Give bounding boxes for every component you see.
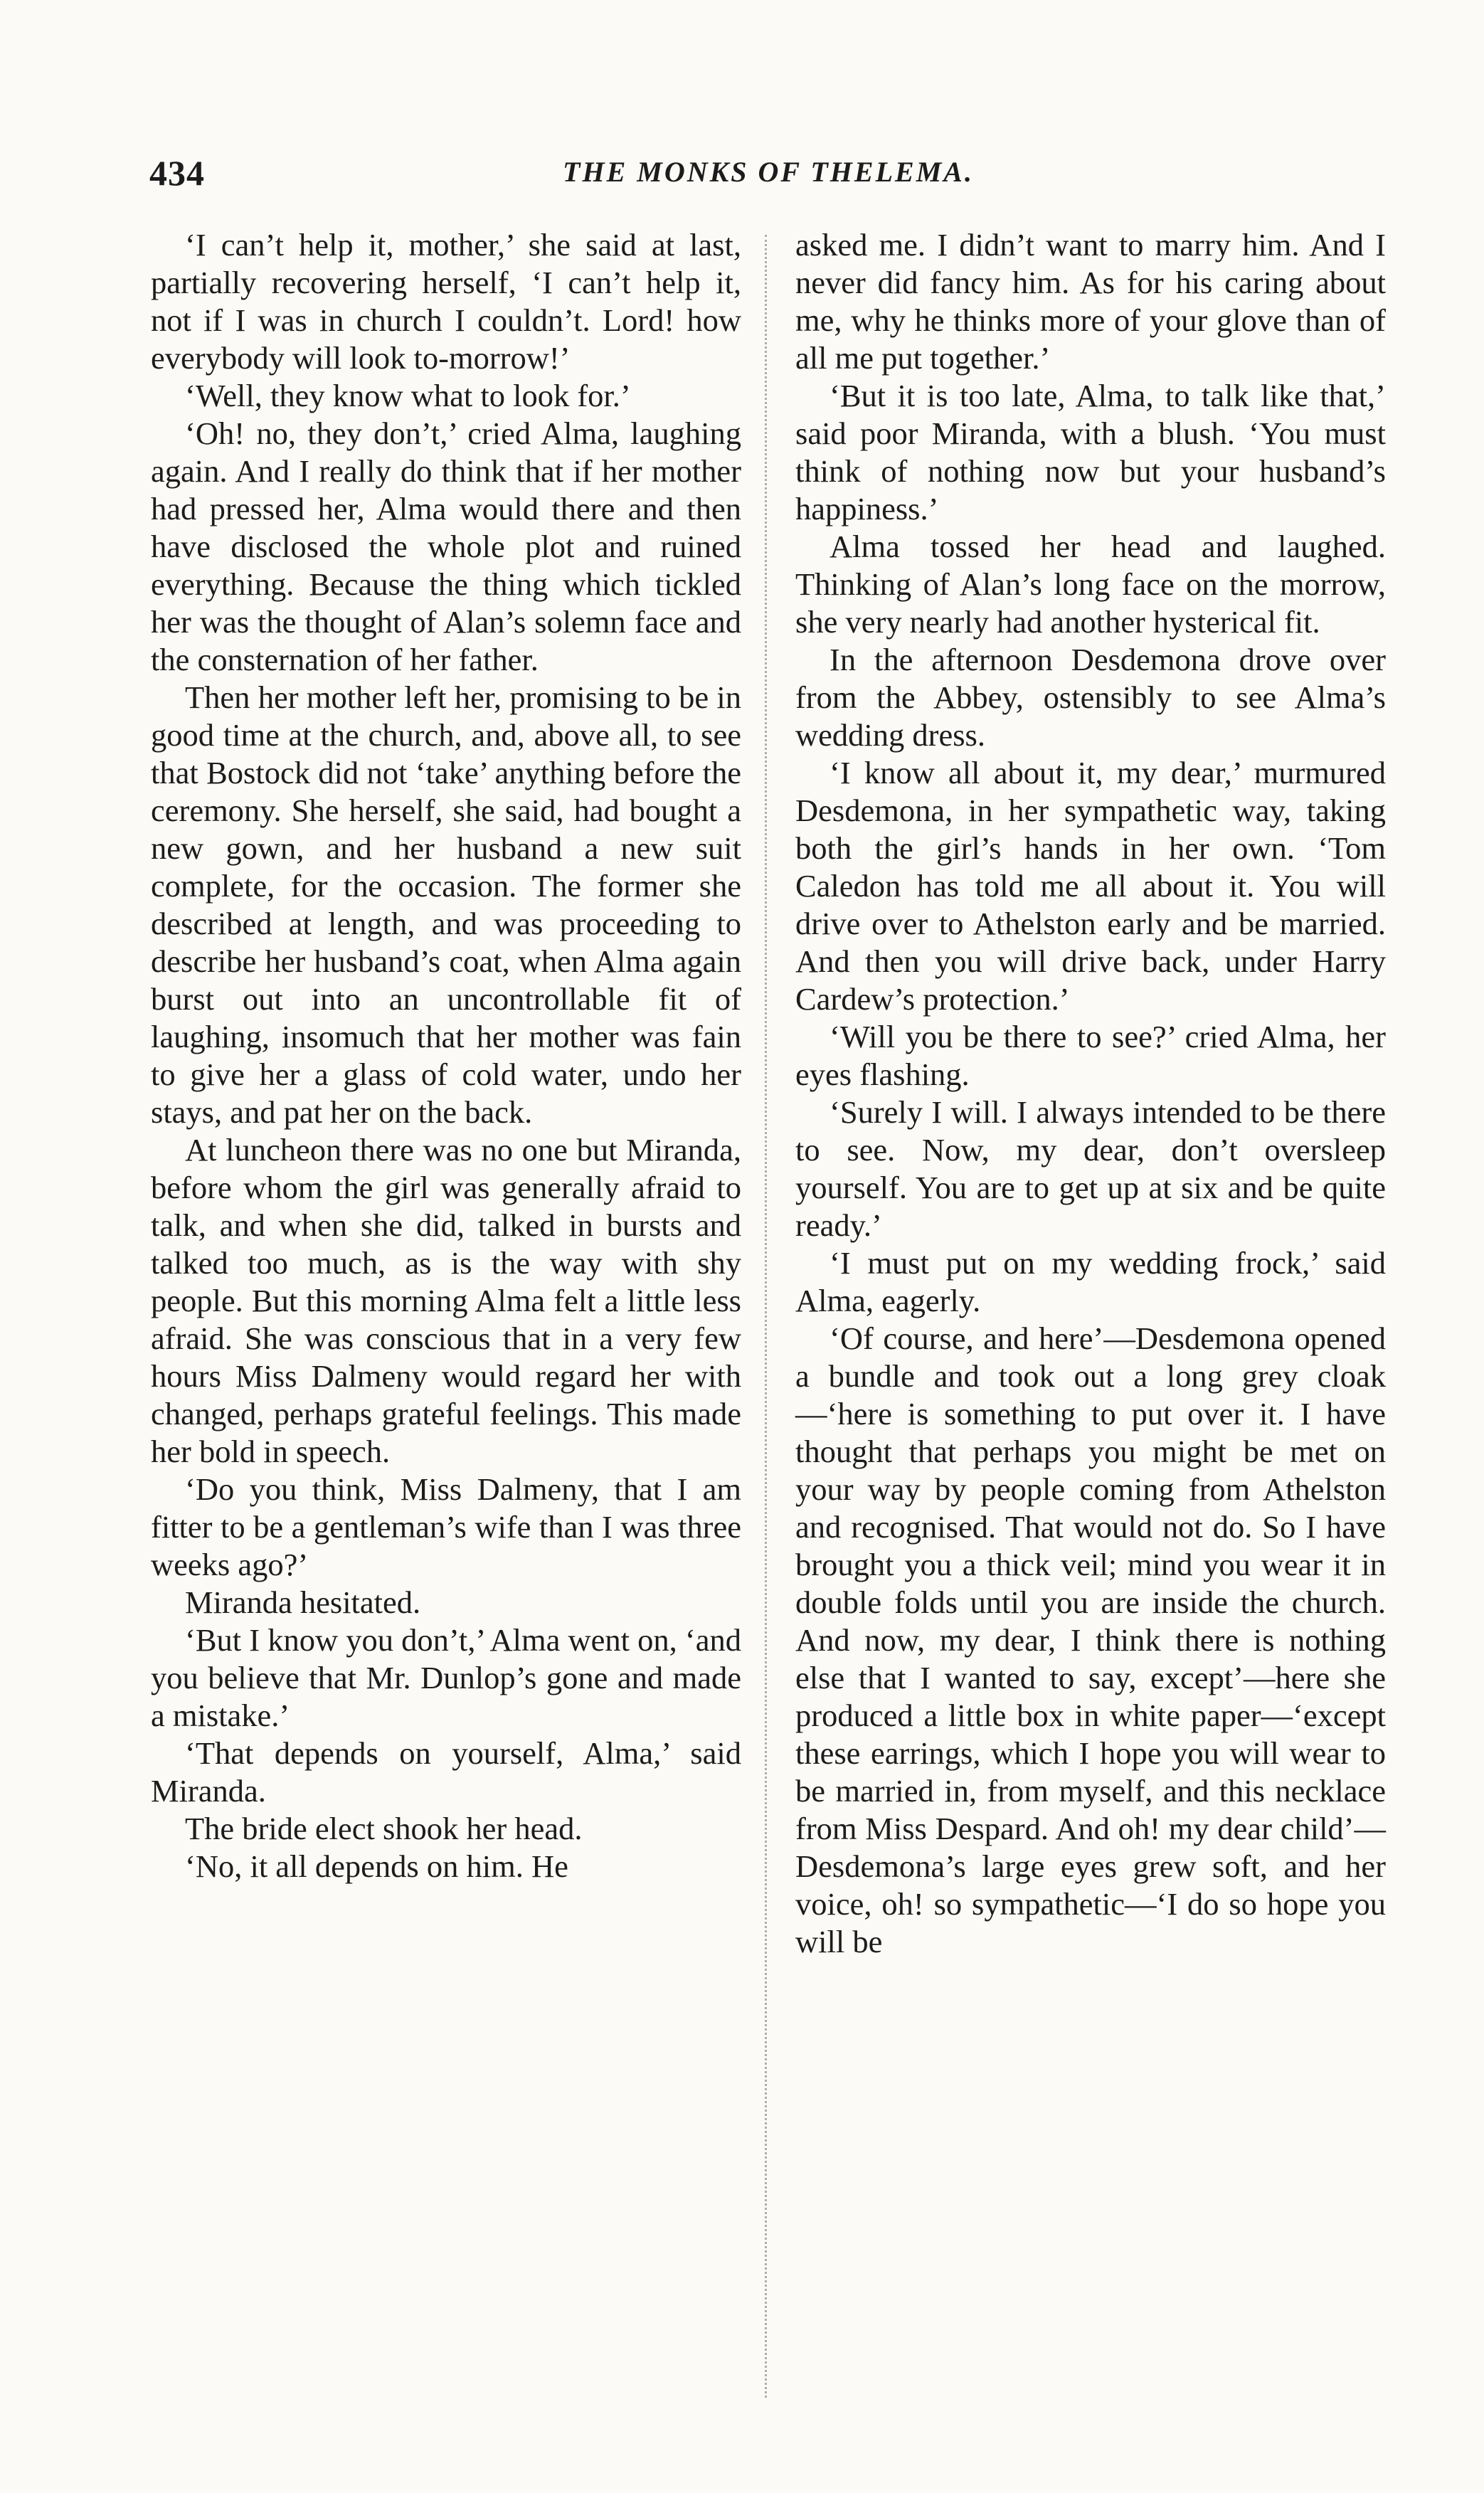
paragraph: asked me. I didn’t want to marry him. And I never did fancy him. As for his caring about me, why he thinks more of your glove than of all me put together.’ (795, 227, 1386, 376)
left-column (151, 226, 741, 1885)
paragraph: Then her mother left her, promising to be in good time at the church, and, above all, to see that Bostock did not ‘take’ anything before the ceremony. She herself, she said, had bought a new gown, and her husband a new suit complete, for the occasion. The former she described at length, and was proceeding to describe her husband’s coat, when Alma again burst out into an uncontrollable fit of laughing, insomuch that her mother was fain to give her a glass of cold water, undo her stays, and pat her on the back. (151, 679, 741, 1130)
paragraph: Alma tossed her head and laughed. Thinking of Alan’s long face on the morrow, she very nearly had another hysterical fit. (795, 529, 1386, 640)
paragraph: ‘Oh! no, they don’t,’ cried Alma, laughing again. And I really do think that if her mother had pressed her, Alma would there and then have disclosed the whole plot and ruined everything. Because the thing which tickled her was the thought of Alan’s solemn face and the consternation of her father. (151, 416, 741, 677)
paragraph: ‘I can’t help it, mother,’ she said at last, partially recovering herself, ‘I can’t help it, not if I was in church I couldn’t. Lord! how everybody will look to-morrow!’ (151, 227, 741, 376)
page-header (149, 152, 1387, 202)
paragraph: ‘Do you think, Miss Dalmeny, that I am fitter to be a gentleman’s wife than I was three weeks ago?’ (151, 1471, 741, 1582)
paragraph: ‘No, it all depends on him. He (185, 1848, 568, 1884)
paragraph: ‘I know all about it, my dear,’ murmured Desdemona, in her sympathetic way, taking both the girl’s hands in her own. ‘Tom Caledon has told me all about it. You will drive over to Athelston early and be married. And then you will drive back, under Harry Cardew’s protection.’ (795, 755, 1386, 1017)
paragraph: In the afternoon Desdemona drove over from the Abbey, ostensibly to see Alma’s wedding dress. (795, 642, 1386, 753)
paragraph: ‘Will you be there to see?’ cried Alma, her eyes flashing. (795, 1019, 1386, 1092)
paragraph: ‘But I know you don’t,’ Alma went on, ‘and you believe that Mr. Dunlop’s gone and made a mistake.’ (151, 1622, 741, 1733)
paragraph: ‘Surely I will. I always intended to be there to see. Now, my dear, don’t oversleep yourself. You are to get up at six and be quite ready.’ (795, 1094, 1386, 1243)
paragraph: ‘I must put on my wedding frock,’ said Alma, eagerly. (795, 1245, 1386, 1318)
right-column (795, 226, 1386, 1961)
paragraph: ‘Of course, and here’—Desdemona opened a bundle and took out a long grey cloak—‘here is something to put over it. I have thought that perhaps you might be met on your way by people coming from Athelston and recognised. That would not do. So I have brought you a thick veil; mind you wear it in double folds until you are inside the church. And now, my dear, I think there is nothing else that I wanted to say, except’—here she produced a little box in white paper—‘except these earrings, which I hope you will wear to be married in, from myself, and this necklace from Miss Despard. And oh! my dear child’—Desdemona’s large eyes grew soft, and her voice, oh! so sympathetic—‘I do so hope you will be (795, 1320, 1386, 1959)
page-number: 434 (149, 153, 205, 193)
column-divider (765, 235, 767, 2398)
paragraph: ‘But it is too late, Alma, to talk like that,’ said poor Miranda, with a blush. ‘You must think of nothing now but your husband’s happiness.’ (795, 378, 1386, 526)
paragraph: Miranda hesitated. (185, 1584, 421, 1620)
paragraph: ‘Well, they know what to look for.’ (185, 378, 631, 413)
running-title: THE MONKS OF THELEMA. (563, 156, 974, 188)
paragraph: At luncheon there was no one but Miranda, before whom the girl was generally afraid to talk, and when she did, talked in bursts and talked too much, as is the way with shy people. But this morning Alma felt a little less afraid. She was conscious that in a very few hours Miss Dalmeny would regard her with changed, perhaps grateful feelings. This made her bold in speech. (151, 1132, 741, 1469)
paragraph: ‘That depends on yourself, Alma,’ said Miranda. (151, 1735, 741, 1809)
paragraph: The bride elect shook her head. (185, 1811, 583, 1846)
